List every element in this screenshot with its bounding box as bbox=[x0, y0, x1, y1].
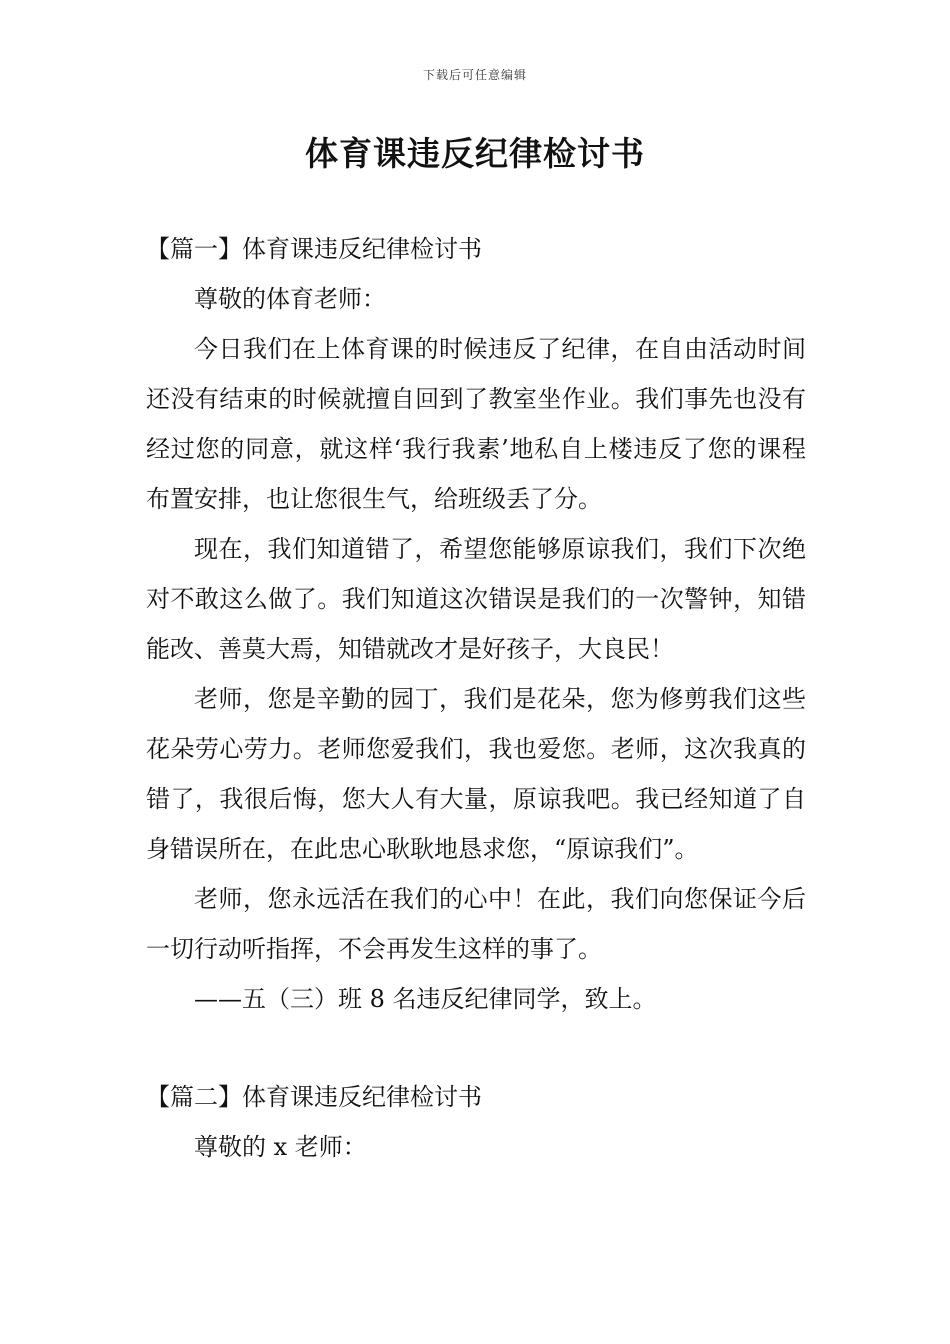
paragraph: 今日我们在上体育课的时候违反了纪律，在自由活动时间还没有结束的时候就擅自回到了教室坐作业。我们事先也没有经过您的同意，就这样‘我行我素’地私自上楼违反了您的课程布置安排，也让您很生气，给班级丢了分。 bbox=[146, 335, 806, 513]
header-note: 下载后可任意编辑 bbox=[422, 68, 527, 82]
paragraph: 老师，您是辛勤的园丁，我们是花朵，您为修剪我们这些花朵劳心劳力。老师您爱我们，我也爱您。老师，这次我真的错了，我很后悔，您大人有大量，原谅我吧。我已经知道了自身错误所在，在此忠心耿耿地恳求您，“原谅我们”。 bbox=[146, 685, 806, 863]
paragraph: 现在，我们知道错了，希望您能够原谅我们，我们下次绝对不敢这么做了。我们知道这次错误是我们的一次警钟，知错能改、善莫大焉，知错就改才是好孩子，大良民！ bbox=[146, 535, 806, 663]
section-one-salutation: 尊敬的体育老师： bbox=[194, 285, 386, 313]
document-body bbox=[146, 224, 806, 1172]
paragraph: 老师，您永远活在我们的心中！在此，我们向您保证今后一切行动听指挥，不会再发生这样的事了。 bbox=[146, 885, 806, 963]
section-two-heading: 【篇二】体育课违反纪律检讨书 bbox=[146, 1083, 482, 1111]
section-one-heading: 【篇一】体育课违反纪律检讨书 bbox=[146, 235, 482, 263]
section-one bbox=[146, 224, 806, 1024]
document-title: 体育课违反纪律检讨书 bbox=[305, 134, 645, 173]
section-divider-space bbox=[146, 1024, 806, 1072]
section-one-signoff: ——五（三）班 8 名违反纪律同学，致上。 bbox=[194, 985, 657, 1013]
section-two bbox=[146, 1072, 806, 1172]
section-two-salutation: 尊敬的 x 老师： bbox=[194, 1133, 367, 1161]
